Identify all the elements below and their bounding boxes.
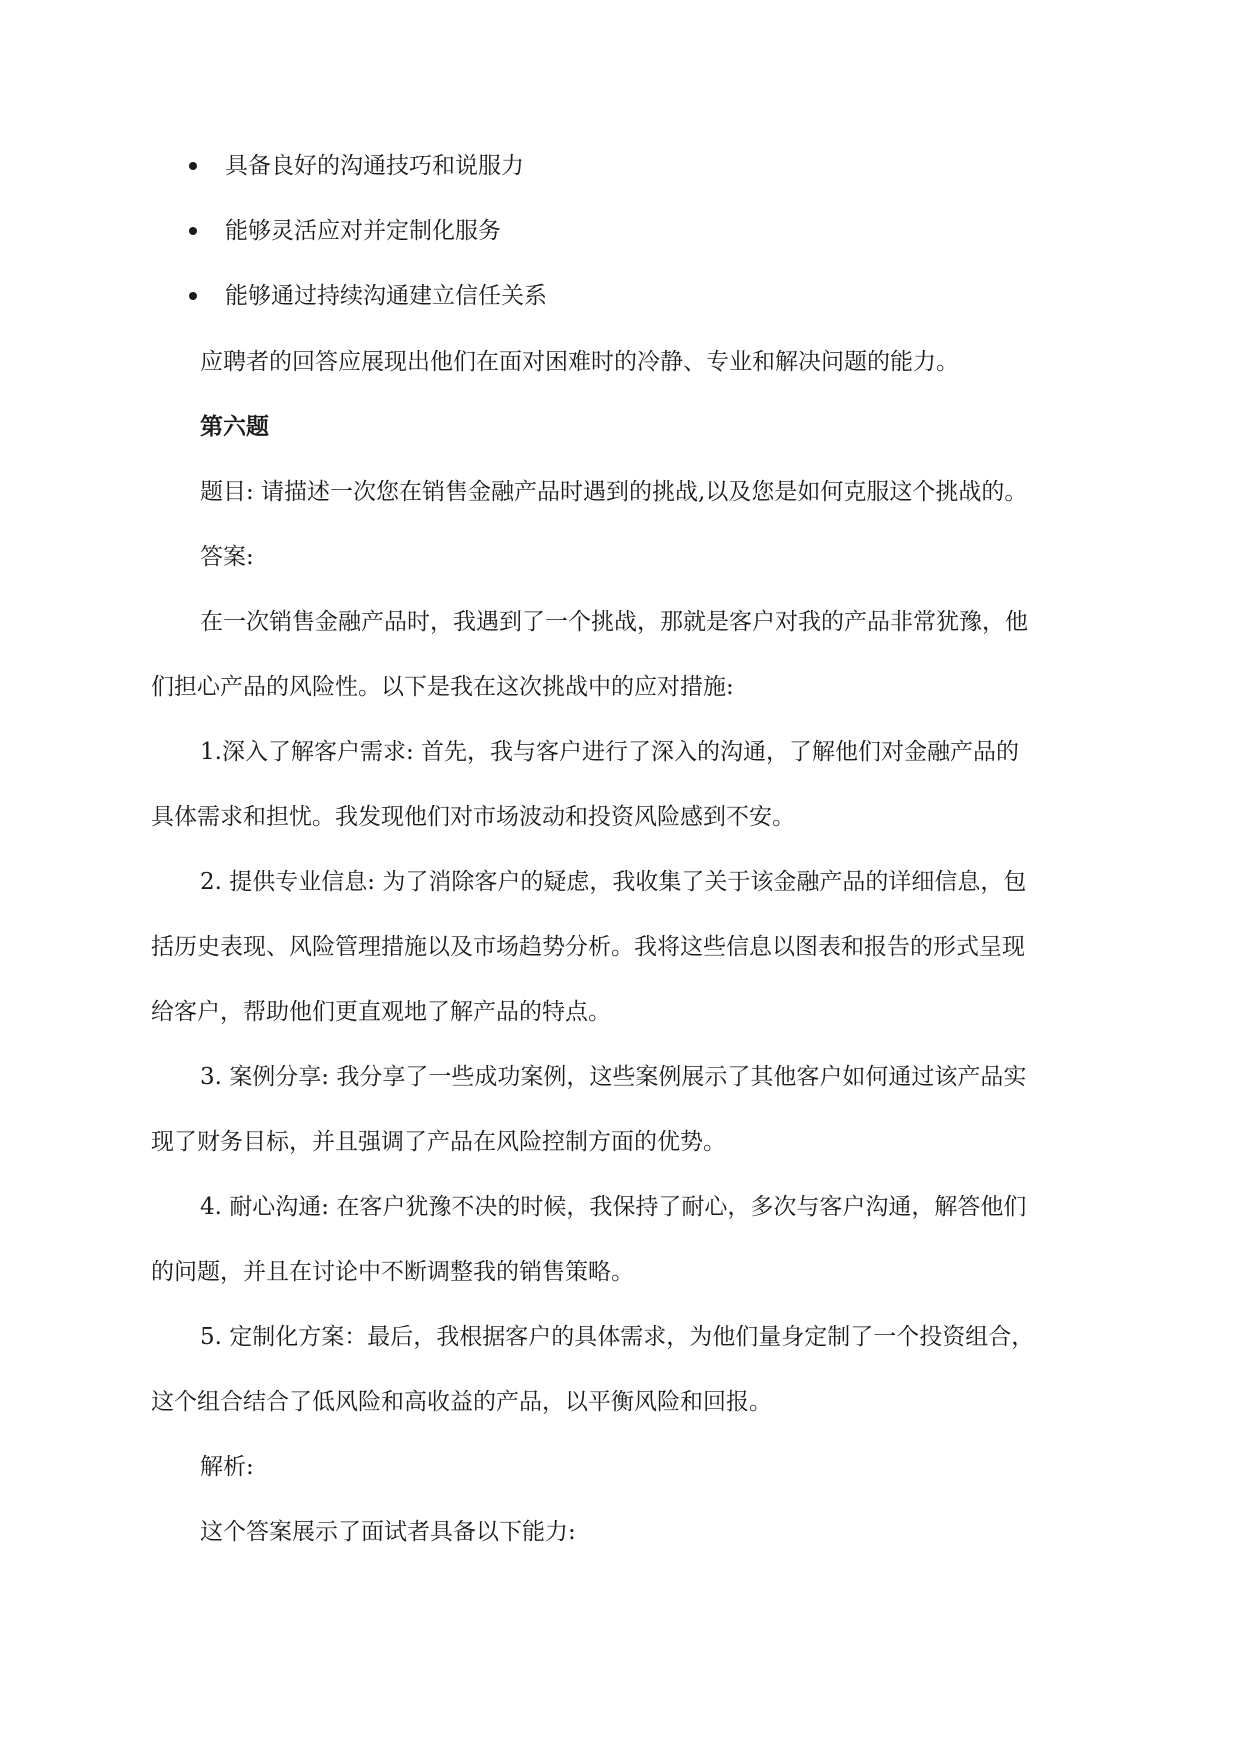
bullet-icon xyxy=(189,227,197,235)
analysis-intro: 这个答案展示了面试者具备以下能力: xyxy=(200,1519,576,1545)
step-line: 具体需求和担忧。我发现他们对市场波动和投资风险感到不安。 xyxy=(151,804,795,830)
step-line: 这个组合结合了低风险和高收益的产品，以平衡风险和回报。 xyxy=(151,1389,772,1415)
list-item xyxy=(0,280,1241,320)
intro-line: 在一次销售金融产品时，我遇到了一个挑战，那就是客户对我的产品非常犹豫，他 xyxy=(200,609,1028,635)
bullet-icon xyxy=(189,292,197,300)
analysis-label: 解析: xyxy=(200,1454,254,1480)
section-title: 第六题 xyxy=(200,413,269,440)
step-line: 3. 案例分享: 我分享了一些成功案例，这些案例展示了其他客户如何通过该产品实 xyxy=(200,1064,1027,1090)
list-item xyxy=(0,215,1241,255)
bullet-icon xyxy=(189,162,197,170)
bullet-text: 具备良好的沟通技巧和说服力 xyxy=(225,153,524,179)
step-line: 4. 耐心沟通: 在客户犹豫不决的时候，我保持了耐心，多次与客户沟通，解答他们 xyxy=(200,1194,1027,1220)
step-line: 现了财务目标，并且强调了产品在风险控制方面的优势。 xyxy=(151,1129,726,1155)
summary-paragraph: 应聘者的回答应展现出他们在面对困难时的冷静、专业和解决问题的能力。 xyxy=(200,349,959,375)
answer-label: 答案: xyxy=(200,544,254,570)
step-line: 1.深入了解客户需求: 首先，我与客户进行了深入的沟通，了解他们对金融产品的 xyxy=(200,739,1020,765)
step-line: 给客户，帮助他们更直观地了解产品的特点。 xyxy=(151,999,611,1025)
question-paragraph: 题目: 请描述一次您在销售金融产品时遇到的挑战,以及您是如何克服这个挑战的。 xyxy=(200,479,1028,505)
step-line: 括历史表现、风险管理措施以及市场趋势分析。我将这些信息以图表和报告的形式呈现 xyxy=(151,934,1025,960)
bullet-text: 能够灵活应对并定制化服务 xyxy=(225,218,501,244)
step-line: 5. 定制化方案：最后，我根据客户的具体需求，为他们量身定制了一个投资组合， xyxy=(200,1324,1035,1350)
step-line: 的问题，并且在讨论中不断调整我的销售策略。 xyxy=(151,1259,634,1285)
list-item xyxy=(0,150,1241,190)
step-line: 2. 提供专业信息: 为了消除客户的疑虑，我收集了关于该金融产品的详细信息，包 xyxy=(200,869,1027,895)
intro-line: 们担心产品的风险性。以下是我在这次挑战中的应对措施: xyxy=(151,674,734,700)
bullet-text: 能够通过持续沟通建立信任关系 xyxy=(225,283,547,309)
